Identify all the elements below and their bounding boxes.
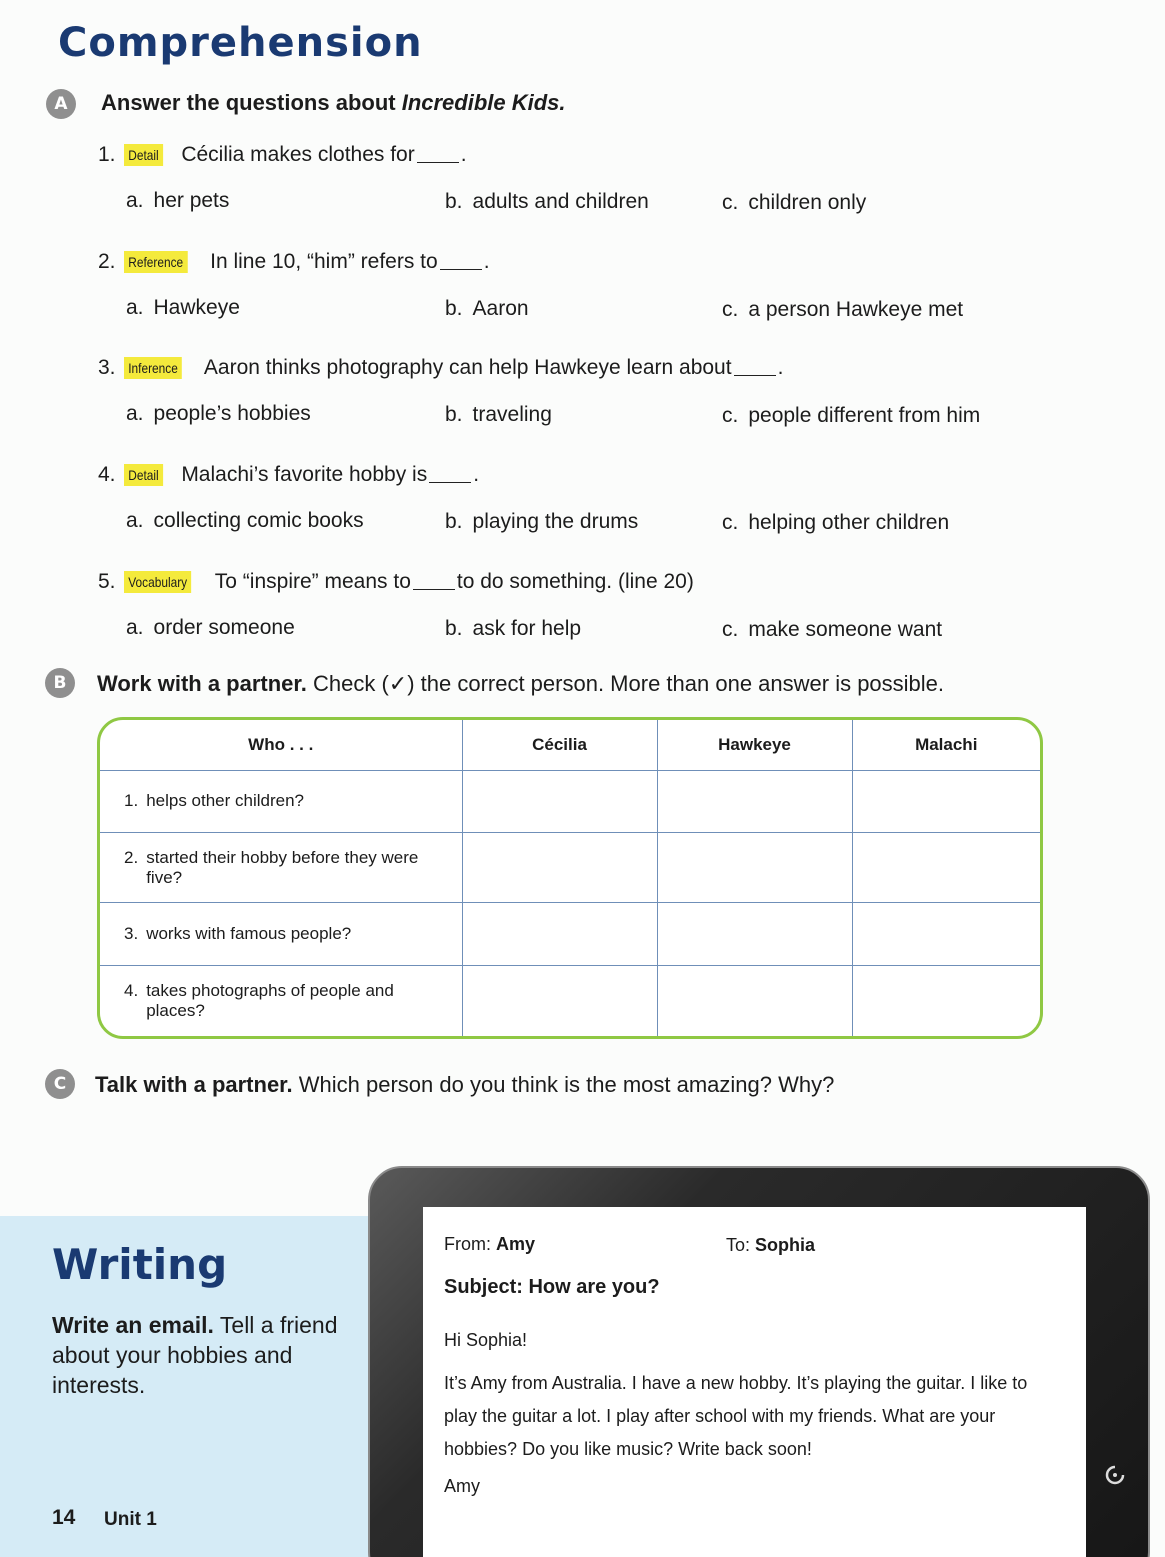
answer-blank xyxy=(440,254,482,270)
section-c-instruction xyxy=(95,1072,834,1098)
question-2 xyxy=(98,250,490,274)
check-cell-cecilia[interactable] xyxy=(462,770,657,832)
who-cell xyxy=(100,832,462,903)
option-letter: b. xyxy=(445,297,463,320)
option-letter: c. xyxy=(722,298,739,321)
skill-tag: Reference xyxy=(124,251,187,273)
row-text: helps other children? xyxy=(146,791,305,811)
option-letter: b. xyxy=(445,190,463,213)
question-number: 4. xyxy=(98,463,116,486)
from-label: From: xyxy=(444,1234,496,1254)
from-value: Amy xyxy=(496,1234,536,1254)
option-letter: a. xyxy=(126,509,144,532)
option-text: collecting comic books xyxy=(153,509,364,532)
check-cell-malachi[interactable] xyxy=(852,903,1040,965)
answer-option[interactable] xyxy=(126,616,295,640)
answer-option[interactable] xyxy=(126,402,311,426)
answer-option[interactable] xyxy=(722,298,963,322)
option-letter: a. xyxy=(126,189,144,212)
answer-option[interactable] xyxy=(126,296,240,320)
skill-tag: Detail xyxy=(124,464,163,486)
who-cell xyxy=(100,770,462,832)
check-cell-cecilia[interactable] xyxy=(462,965,657,1036)
row-number: 3. xyxy=(124,924,139,944)
row-text: works with famous people? xyxy=(146,924,352,944)
table-row xyxy=(100,832,1040,903)
skill-tag: Vocabulary xyxy=(124,571,191,593)
section-a-badge: A xyxy=(46,89,76,119)
section-a-instruction xyxy=(101,90,566,116)
option-text: children only xyxy=(748,191,867,214)
question-text: In line 10, “him” refers to xyxy=(210,250,438,273)
section-c-rest: Which person do you think is the most amazing? Why? xyxy=(292,1072,835,1097)
header-hawkeye: Hawkeye xyxy=(657,720,852,770)
question-4 xyxy=(98,463,479,487)
option-letter: c. xyxy=(722,191,739,214)
question-number: 2. xyxy=(98,250,116,273)
answer-option[interactable] xyxy=(722,404,980,428)
to-value: Sophia xyxy=(755,1235,816,1255)
answer-blank xyxy=(413,574,455,590)
email-greeting: Hi Sophia! xyxy=(444,1330,528,1350)
section-b-rest: Check (✓) the correct person. More than one answer is possible. xyxy=(306,671,945,696)
row-text: takes photographs of people and places? xyxy=(146,980,394,1020)
header-who: Who . . . xyxy=(100,720,462,770)
check-cell-malachi[interactable] xyxy=(852,965,1040,1036)
header-cecilia: Cécilia xyxy=(462,720,657,770)
question-number: 5. xyxy=(98,570,116,593)
question-text: To “inspire” means to xyxy=(214,570,411,593)
row-number: 1. xyxy=(124,791,139,811)
question-text-end: . xyxy=(473,463,480,486)
email-to xyxy=(726,1235,815,1256)
check-cell-hawkeye[interactable] xyxy=(657,832,852,903)
who-cell xyxy=(100,965,462,1036)
check-cell-malachi[interactable] xyxy=(852,832,1040,903)
question-text-end: . xyxy=(777,356,784,379)
option-text: people’s hobbies xyxy=(153,402,311,425)
answer-blank xyxy=(417,147,459,163)
writing-title: Writing xyxy=(52,1240,228,1289)
option-text: people different from him xyxy=(748,404,981,427)
check-cell-malachi[interactable] xyxy=(852,770,1040,832)
check-cell-hawkeye[interactable] xyxy=(657,965,852,1036)
answer-option[interactable] xyxy=(445,510,638,534)
skill-tag: Detail xyxy=(124,144,163,166)
section-b-instruction xyxy=(97,671,944,697)
email-signoff: Amy xyxy=(444,1476,480,1496)
question-text-end: . xyxy=(483,250,490,273)
question-text: Malachi’s favorite hobby is xyxy=(181,463,428,486)
answer-option[interactable] xyxy=(722,191,866,215)
option-letter: b. xyxy=(445,510,463,533)
checklist-table xyxy=(97,717,1043,1039)
email-from xyxy=(444,1234,535,1255)
header-malachi: Malachi xyxy=(852,720,1040,770)
table-row xyxy=(100,903,1040,965)
table-row xyxy=(100,770,1040,832)
question-text-end: to do something. (line 20) xyxy=(456,570,694,593)
row-number: 2. xyxy=(124,847,139,867)
option-text: order someone xyxy=(153,616,295,639)
refresh-icon[interactable] xyxy=(1100,1460,1130,1490)
option-text: a person Hawkeye met xyxy=(748,298,964,321)
option-text: her pets xyxy=(153,189,230,212)
writing-rest: Tell a friend about your hobbies and interests. xyxy=(52,1312,338,1398)
section-b-bold: Work with a partner. xyxy=(97,671,307,696)
answer-option[interactable] xyxy=(722,618,942,642)
subject-text: Subject: How are you? xyxy=(444,1276,660,1298)
answer-option[interactable] xyxy=(445,403,552,427)
writing-bold: Write an email. xyxy=(52,1312,214,1338)
writing-instruction xyxy=(52,1310,352,1400)
row-number: 4. xyxy=(124,980,139,1000)
row-text: started their hobby before they were five? xyxy=(146,847,419,887)
section-c-bold: Talk with a partner. xyxy=(95,1072,293,1097)
option-text: make someone want xyxy=(748,618,943,641)
check-cell-hawkeye[interactable] xyxy=(657,770,852,832)
option-letter: b. xyxy=(445,617,463,640)
option-letter: a. xyxy=(126,402,144,425)
page-title: Comprehension xyxy=(58,20,423,66)
option-text: playing the drums xyxy=(472,510,639,533)
option-letter: c. xyxy=(722,404,739,427)
to-label: To: xyxy=(726,1235,756,1255)
book-title: Incredible Kids. xyxy=(401,90,566,115)
option-text: helping other children xyxy=(748,511,950,534)
answer-option[interactable] xyxy=(445,297,529,321)
answer-blank xyxy=(734,360,776,376)
answer-option[interactable] xyxy=(722,511,949,535)
option-text: Aaron xyxy=(472,297,529,320)
option-letter: a. xyxy=(126,296,144,319)
skill-tag: Inference xyxy=(124,357,182,379)
table-row xyxy=(100,965,1040,1036)
email-body: It’s Amy from Australia. I have a new hobby. It’s playing the guitar. I like to play the guitar a lot. I play after school with my friends. What are your hobbies? Do you like music? Write back soon! xyxy=(444,1373,1028,1459)
question-1 xyxy=(98,143,467,167)
option-letter: c. xyxy=(722,511,739,534)
answer-option[interactable] xyxy=(445,617,581,641)
option-text: traveling xyxy=(472,403,552,426)
answer-blank xyxy=(429,467,471,483)
unit-label: Unit 1 xyxy=(104,1509,157,1530)
question-number: 1. xyxy=(98,143,116,166)
answer-option[interactable] xyxy=(126,189,229,213)
option-text: adults and children xyxy=(472,190,649,213)
section-c-badge: C xyxy=(45,1069,75,1099)
answer-option[interactable] xyxy=(445,190,649,214)
option-text: ask for help xyxy=(472,617,582,640)
question-5 xyxy=(98,570,694,594)
question-3 xyxy=(98,356,783,380)
question-number: 3. xyxy=(98,356,116,379)
question-text-end: . xyxy=(460,143,467,166)
option-text: Hawkeye xyxy=(153,296,240,319)
option-letter: c. xyxy=(722,618,739,641)
table-header-row xyxy=(100,720,1040,770)
instruction-text: Answer the questions about xyxy=(101,90,402,115)
section-b-badge: B xyxy=(45,668,75,698)
page-number: 14 xyxy=(52,1506,76,1529)
question-text: Cécilia makes clothes for xyxy=(181,143,415,166)
check-cell-cecilia[interactable] xyxy=(462,903,657,965)
answer-option[interactable] xyxy=(126,509,364,533)
option-letter: b. xyxy=(445,403,463,426)
who-cell xyxy=(100,903,462,965)
option-letter: a. xyxy=(126,616,144,639)
check-cell-hawkeye[interactable] xyxy=(657,903,852,965)
check-cell-cecilia[interactable] xyxy=(462,832,657,903)
question-text: Aaron thinks photography can help Hawkeye learn about xyxy=(203,356,732,379)
email-subject xyxy=(444,1276,660,1299)
